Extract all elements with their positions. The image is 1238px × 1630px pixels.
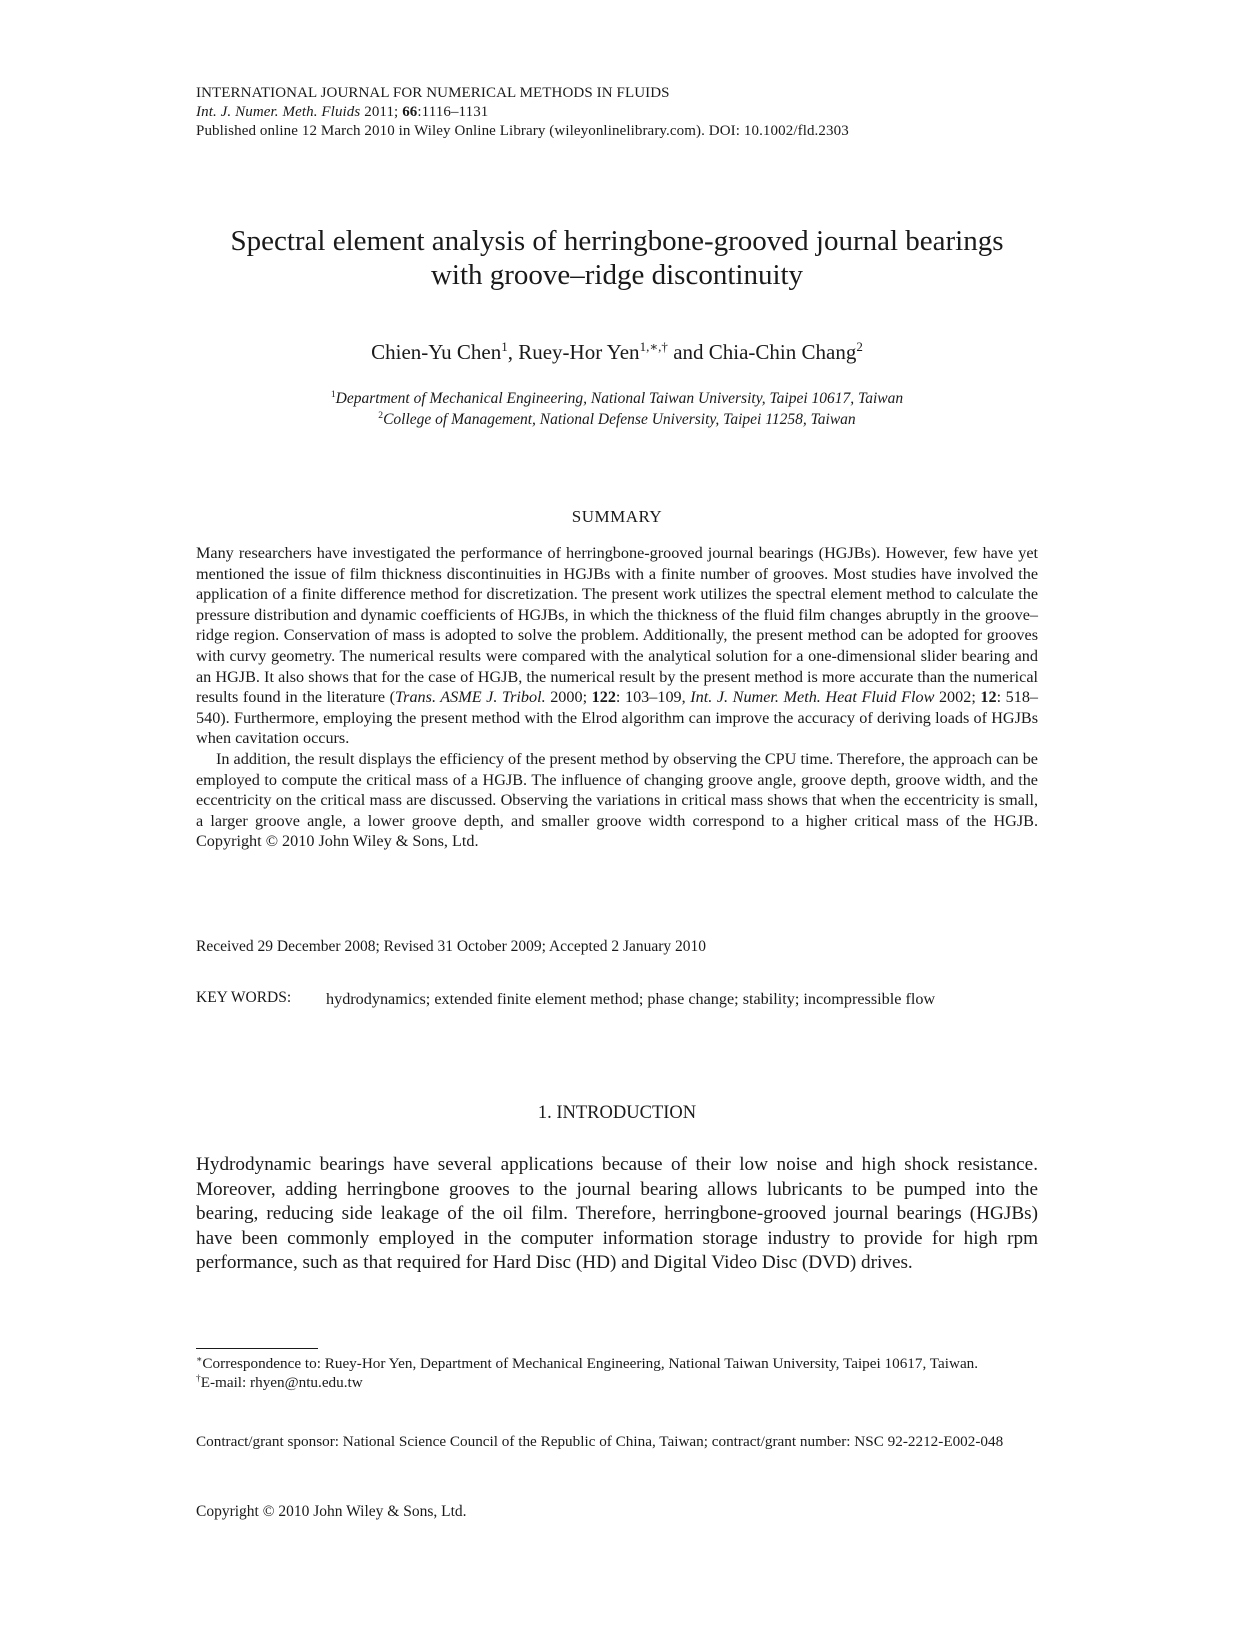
abstract-p1-text: Many researchers have investigated the performance of herringbone-grooved journal bearings (HGJBs). However, few have yet mentioned the issue of film thickness discontinuities in HGJBs with a finite number of grooves. Most studies have involved the application of a finite difference method for discretization. The present work utilizes the spectral element method to calculate the pressure distribution and dynamic coefficients of HGJBs, in which the thickness of the fluid film changes abruptly in the groove–ridge region. Conservation of mass is adopted to solve the problem. Additionally, the present method can be adopted for grooves with curvy geometry. The numerical results were compared with the analytical solution for a one-dimensional slider bearing and an HGJB. It also shows that for the case of HGJB, the numerical result by the present method is more accurate than the numerical results found in the literature ( bbox=[196, 544, 1038, 707]
abstract-paragraph-1 bbox=[196, 543, 1038, 749]
ref1-journal: Trans. ASME J. Tribol. bbox=[395, 688, 546, 707]
ref2-year: 2002; bbox=[934, 688, 981, 707]
journal-name: INTERNATIONAL JOURNAL FOR NUMERICAL METHODS IN FLUIDS bbox=[196, 85, 670, 101]
affiliation-2 bbox=[196, 409, 1038, 430]
author-1-sup: 1 bbox=[501, 339, 508, 354]
footnote-corr-mark: ∗ bbox=[196, 1354, 203, 1365]
author-1: Chien-Yu Chen bbox=[371, 340, 502, 364]
journal-header bbox=[196, 84, 849, 141]
journal-year: 2011; bbox=[364, 104, 399, 120]
affiliation-1 bbox=[196, 388, 1038, 409]
copyright-line: Copyright © 2010 John Wiley & Sons, Ltd. bbox=[196, 1503, 467, 1520]
abstract-p1-end: ). Furthermore, employing the present method with the Elrod algorithm can improve the accuracy of deriving loads of HGJBs when cavitation occurs. bbox=[196, 708, 1038, 748]
author-2-sup: 1,∗,† bbox=[639, 339, 668, 354]
affiliation-2-sup: 2 bbox=[378, 409, 384, 421]
journal-abbr: Int. J. Numer. Meth. Fluids bbox=[196, 104, 361, 120]
footnote-email-text: E-mail: rhyen@ntu.edu.tw bbox=[200, 1374, 363, 1391]
summary-heading: SUMMARY bbox=[571, 507, 663, 526]
author-list bbox=[196, 339, 1038, 365]
journal-published: Published online 12 March 2010 in Wiley Online Library (wileyonlinelibrary.com). DOI: 10.1002/fld.2303 bbox=[196, 123, 849, 139]
author-3: Chia-Chin Chang bbox=[708, 340, 857, 364]
title-line-2: with groove–ridge discontinuity bbox=[430, 259, 804, 291]
footnote-correspondence bbox=[196, 1354, 1038, 1373]
ref2-volume: 12 bbox=[980, 688, 997, 707]
abstract bbox=[196, 543, 1038, 852]
author-3-sup: 2 bbox=[856, 339, 863, 354]
affiliation-1-sup: 1 bbox=[330, 388, 336, 400]
footnote-email bbox=[196, 1373, 1038, 1392]
footnote-corr-text: Correspondence to: Ruey-Hor Yen, Department of Mechanical Engineering, National Taiwan University, Taipei 10617, Taiwan. bbox=[202, 1355, 979, 1372]
journal-pages: :1116–1131 bbox=[417, 104, 489, 120]
author-sep-2: and bbox=[667, 340, 709, 364]
received-dates: Received 29 December 2008; Revised 31 October 2009; Accepted 2 January 2010 bbox=[196, 938, 707, 955]
title-line-1: Spectral element analysis of herringbone-grooved journal bearings bbox=[230, 225, 1004, 257]
introduction-body bbox=[196, 1153, 1038, 1276]
affiliation-2-text: College of Management, National Defense University, Taipei 11258, Taiwan bbox=[383, 411, 856, 428]
introduction-paragraph-1: Hydrodynamic bearings have several applications because of their low noise and high shock resistance. Moreover, adding herringbone grooves to the journal bearing allows lubricants to be pumped into the bearing, reducing side leakage of the oil film. Therefore, herringbone-grooved journal bearings (HGJBs) have been commonly employed in the computer information storage industry to provide for high rpm performance, such as that required for Hard Disc (HD) and Digital Video Disc (DVD) drives. bbox=[196, 1154, 1038, 1273]
affiliations bbox=[196, 388, 1038, 430]
introduction-heading: 1. INTRODUCTION bbox=[537, 1103, 697, 1123]
ref1-volume: 122 bbox=[591, 688, 616, 707]
journal-citation bbox=[196, 103, 849, 122]
affiliation-1-text: Department of Mechanical Engineering, National Taiwan University, Taipei 10617, Taiwan bbox=[335, 390, 904, 407]
keywords-text: hydrodynamics; extended finite element method; phase change; stability; incompressible flow bbox=[326, 990, 936, 1008]
author-2: Ruey-Hor Yen bbox=[518, 340, 640, 364]
grant-sponsor: Contract/grant sponsor: National Science Council of the Republic of China, Taiwan; contract/grant number: NSC 92-2212-E002-048 bbox=[196, 1433, 1004, 1450]
footnote-rule bbox=[196, 1348, 318, 1349]
footnote-email-mark: † bbox=[196, 1373, 201, 1384]
ref1-year: 2000; bbox=[545, 688, 592, 707]
abstract-paragraph-2: In addition, the result displays the efficiency of the present method by observing the CPU time. Therefore, the approach can be employed to compute the critical mass of a HGJB. The influence of changing groove angle, groove depth, groove width, and the eccentricity on the critical mass are discussed. Observing the variations in critical mass shows that when the eccentricity is small, a larger groove angle, a lower groove depth, and smaller groove width correspond to a higher critical mass of the HGJB. Copyright © 2010 John Wiley & Sons, Ltd. bbox=[196, 749, 1038, 851]
author-sep-1: , bbox=[507, 340, 519, 364]
ref2-journal: Int. J. Numer. Meth. Heat Fluid Flow bbox=[690, 688, 935, 707]
ref2-pages: : 518–540 bbox=[196, 688, 1039, 727]
footnotes bbox=[196, 1354, 1038, 1392]
keywords-label: KEY WORDS: bbox=[196, 989, 292, 1006]
paper-title bbox=[196, 224, 1038, 292]
ref1-pages: : 103–109, bbox=[615, 688, 691, 707]
journal-volume: 66 bbox=[402, 104, 418, 120]
